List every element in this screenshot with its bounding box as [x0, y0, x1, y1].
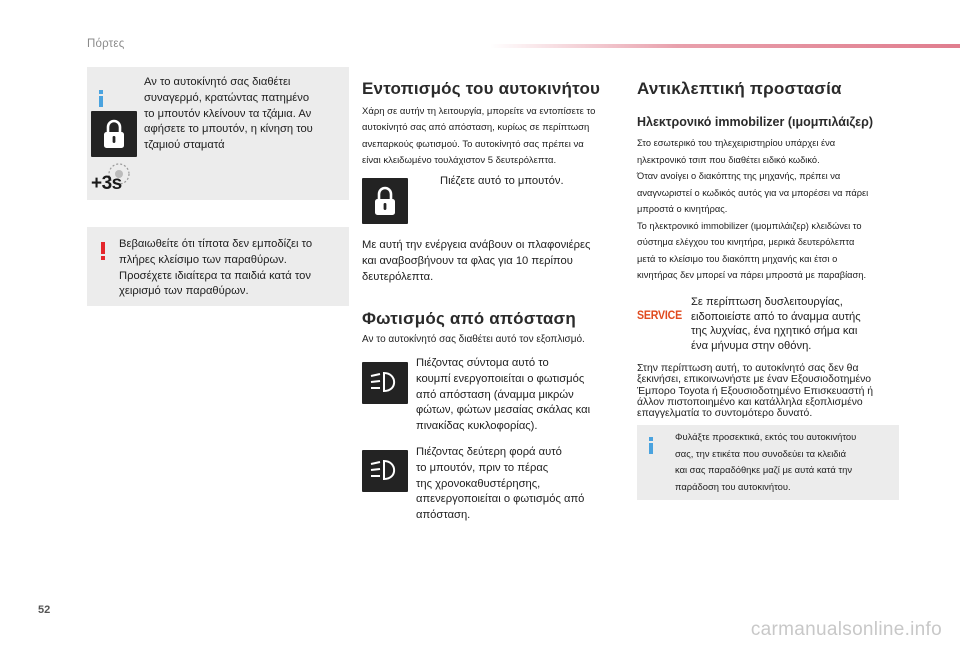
- header-accent-bar: [490, 44, 960, 48]
- text-line: ένα μήνυμα στην οθόνη.: [691, 339, 812, 352]
- lighting-intro: Αν το αυτοκίνητό σας διαθέτει αυτό τον εξοπλισμό.: [362, 334, 585, 345]
- key-label-text: [675, 429, 856, 495]
- hold-3s-badge: +3s: [91, 173, 122, 194]
- text-line: σύστημα ελέγχου του κινητήρα, μερικά δευτερόλεπτα: [637, 237, 855, 247]
- text-line: αυτοκίνητό σας από απόσταση, κυρίως σε περίπτωση: [362, 122, 590, 134]
- locate-intro: [362, 104, 595, 169]
- text-line: της λυχνίας, ένα ηχητικό σήμα και: [691, 325, 858, 337]
- info-marker: [649, 437, 653, 454]
- locate-title: Εντοπισμός του αυτοκινήτου: [362, 79, 601, 98]
- lock-button-icon: [362, 178, 408, 224]
- text-line: της χρονοκαθυστέρησης,: [416, 477, 541, 490]
- lighting-item-2: [416, 445, 584, 524]
- text-line: και αναβοσβήνουν τα φλας για 10 περίπου: [362, 254, 573, 267]
- text-line: ξεκινήσει, επικοινωνήστε με έναν Εξουσιοδοτημένο: [637, 374, 872, 386]
- text-line: Όταν ανοίγει ο διακόπτης της μηχανής, πρέπει να: [637, 171, 841, 181]
- text-line: Προσέχετε ιδιαίτερα τα παιδιά κατά τον: [119, 269, 311, 282]
- text-line: κουμπί ενεργοποιείται ο φωτισμός: [416, 372, 585, 385]
- text-line: Αν το αυτοκίνητό σας διαθέτει: [144, 76, 291, 88]
- text-line: Χάρη σε αυτήν τη λειτουργία, μπορείτε να εντοπίσετε το: [362, 106, 596, 117]
- locate-instruction: Πιέζετε αυτό το μπουτόν.: [440, 175, 564, 187]
- lock-icon: [91, 111, 137, 157]
- text-line: και σας παραδόθηκε μαζί με αυτά κατά την: [675, 464, 853, 475]
- text-line: Το ηλεκτρονικό immobilizer (ιμομπιλάιζερ) κλειδώνει το: [637, 220, 862, 231]
- info-marker: [99, 90, 103, 107]
- text-line: παράδοση του αυτοκινήτου.: [675, 480, 791, 492]
- warning-box-windows: [87, 227, 349, 306]
- locate-result: [362, 238, 590, 285]
- text-line: μετά το κλείσιμο του διακόπτη μηχανής και έτσι ο: [637, 253, 838, 264]
- headlight-icon-2: [362, 450, 408, 492]
- alarm-text: [144, 75, 313, 154]
- headlight-icon-1: [362, 362, 408, 404]
- text-line: ειδοποιείστε από το άναμμα αυτής: [691, 310, 861, 323]
- text-line: συναγερμό, κρατώντας πατημένο: [144, 91, 310, 104]
- text-line: πινακίδας κυκλοφορίας).: [416, 420, 538, 433]
- text-line: Φυλάξτε προσεκτικά, εκτός του αυτοκινήτου: [675, 431, 857, 442]
- text-line: Έμπορο Toyota ή Εξουσιοδοτημένο Επισκευαστή ή: [637, 385, 874, 397]
- warning-marker: [100, 242, 105, 260]
- text-line: αφήσετε το μπουτόν, η κίνηση του: [144, 123, 313, 136]
- text-line: σας, την ετικέτα που συνοδεύει τα κλειδιά: [675, 447, 847, 459]
- text-line: πλήρες κλείσιμο των παραθύρων.: [119, 253, 287, 266]
- service-warning-icon: SERVICE: [637, 310, 682, 322]
- text-line: Πιέζοντας σύντομα αυτό το: [416, 357, 549, 369]
- text-line: ανεπαρκούς φωτισμού. Το αυτοκίνητό σας πρέπει να: [362, 138, 584, 150]
- text-line: Στην περίπτωση αυτή, το αυτοκίνητό σας δεν θα: [637, 363, 859, 374]
- text-line: Πιέζοντας δεύτερη φορά αυτό: [416, 446, 562, 458]
- service-text: [691, 295, 861, 353]
- text-line: επαγγελματία το συντομότερο δυνατό.: [637, 408, 813, 420]
- text-line: Σε περίπτωση δυσλειτουργίας,: [691, 296, 843, 308]
- lighting-title: Φωτισμός από απόσταση: [362, 309, 576, 328]
- case-text: [637, 363, 873, 419]
- text-line: χειρισμό των παραθύρων.: [119, 285, 249, 298]
- text-line: φώτων, φώτων μεσαίας σκάλας και: [416, 404, 591, 417]
- info-box-alarm: [87, 67, 349, 200]
- watermark: carmanualsonline.info: [750, 619, 942, 640]
- page-number: 52: [38, 604, 51, 616]
- section-title: Πόρτες: [87, 38, 125, 50]
- text-line: είναι κλειδωμένο τουλάχιστον 5 δευτερόλεπτα.: [362, 154, 557, 166]
- text-line: κινητήρας δεν μπορεί να πάρει μπροστά με παραβίαση.: [637, 270, 867, 280]
- text-line: δευτερόλεπτα.: [362, 270, 434, 283]
- text-line: Βεβαιωθείτε ότι τίποτα δεν εμποδίζει το: [119, 238, 313, 250]
- immobilizer-subtitle: Ηλεκτρονικό immobilizer (ιμομπιλάιζερ): [637, 115, 873, 129]
- text-line: άλλον πιστοποιημένο και κατάλληλα εξοπλισμένο: [637, 396, 863, 408]
- info-box-key-label: [637, 425, 899, 500]
- warning-text: [119, 237, 312, 300]
- text-line: αναγνωριστεί ο κωδικός αυτός για να μπορέσει να πάρει: [637, 187, 869, 198]
- antitheft-title: Αντικλεπτική προστασία: [637, 79, 842, 98]
- text-line: απόσταση.: [416, 509, 471, 522]
- text-line: ηλεκτρονικό τσιπ που διαθέτει ειδικό κωδικό.: [637, 154, 820, 165]
- lighting-item-1: [416, 356, 590, 435]
- text-line: το μπουτόν, πριν το πέρας: [416, 461, 549, 474]
- text-line: Με αυτή την ενέργεια ανάβουν οι πλαφονιέρες: [362, 239, 591, 251]
- text-line: από απόσταση (άναμμα μικρών: [416, 388, 574, 401]
- text-line: Στο εσωτερικό του τηλεχειριστηρίου υπάρχει ένα: [637, 138, 836, 148]
- immobilizer-text: [637, 135, 868, 284]
- text-line: τζαμιού σταματά: [144, 139, 225, 152]
- text-line: απενεργοποιείται ο φωτισμός από: [416, 493, 585, 506]
- text-line: μπροστά ο κινητήρας.: [637, 204, 728, 214]
- hold-3s-icon: [91, 161, 139, 199]
- text-line: το μπουτόν κλείνουν τα τζάμια. Αν: [144, 107, 312, 120]
